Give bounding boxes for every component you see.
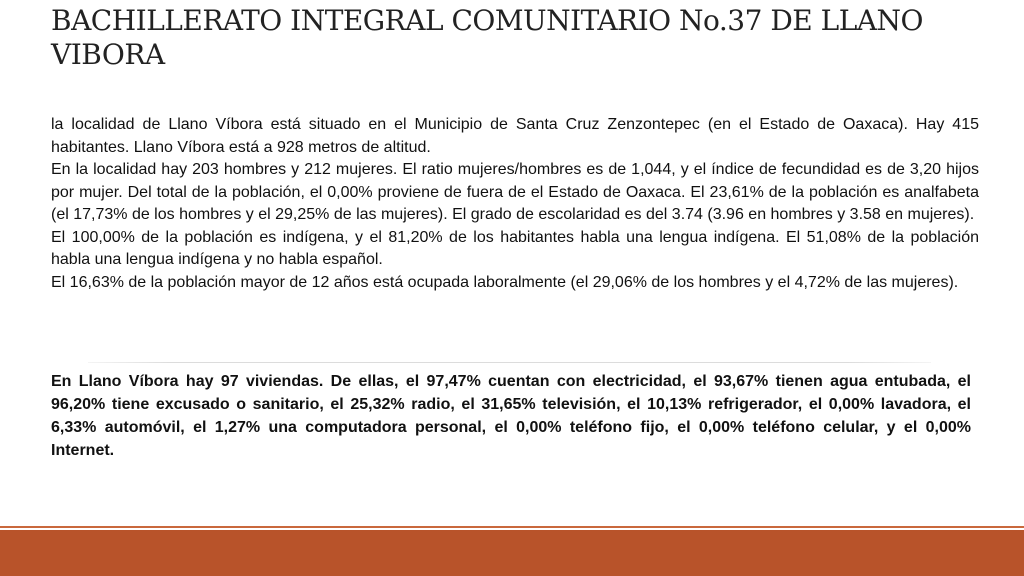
section-divider [88,362,931,363]
paragraph-indigenous: El 100,00% de la población es indígena, y el 81,20% de los habitantes habla una lengua indígena. El 51,08% de la población habla una lengua indígena y no habla español. [51,228,979,268]
paragraph-population: En la localidad hay 203 hombres y 212 mujeres. El ratio mujeres/hombres es de 1,044, y el índice de fecundidad es de 3,20 hijos por mujer. Del total de la población, el 0,00% proviene de fuera de el Estado de Oaxaca. El 23,61% de la población es analfabeta (el 17,73% de los hombres y el 29,25% de las mujeres). El grado de escolaridad es del 3.74 (3.96 en hombres y 3.58 en mujeres). [51,161,979,223]
footer-bar [0,530,1024,576]
demographics-text [51,114,979,294]
slide-title: BACHILLERATO INTEGRAL COMUNITARIO No.37 DE LLANO VIBORA [51,4,923,71]
paragraph-employment: El 16,63% de la población mayor de 12 años está ocupada laboralmente (el 29,06% de los hombres y el 4,72% de las mujeres). [51,273,959,291]
footer-accent-line [0,526,1024,528]
paragraph-housing: En Llano Víbora hay 97 viviendas. De ellas, el 97,47% cuentan con electricidad, el 93,67% tienen agua entubada, el 96,20% tiene excusado o sanitario, el 25,32% radio, el 31,65% televisión, el 10,13% refrigerador, el 0,00% lavadora, el 6,33% automóvil, el 1,27% una computadora personal, el 0,00% teléfono fijo, el 0,00% teléfono celular, y el 0,00% Internet. [51,373,971,459]
paragraph-location: la localidad de Llano Víbora está situado en el Municipio de Santa Cruz Zenzontepec (en el Estado de Oaxaca). Hay 415 habitantes. Llano Víbora está a 928 metros de altitud. [51,116,979,156]
